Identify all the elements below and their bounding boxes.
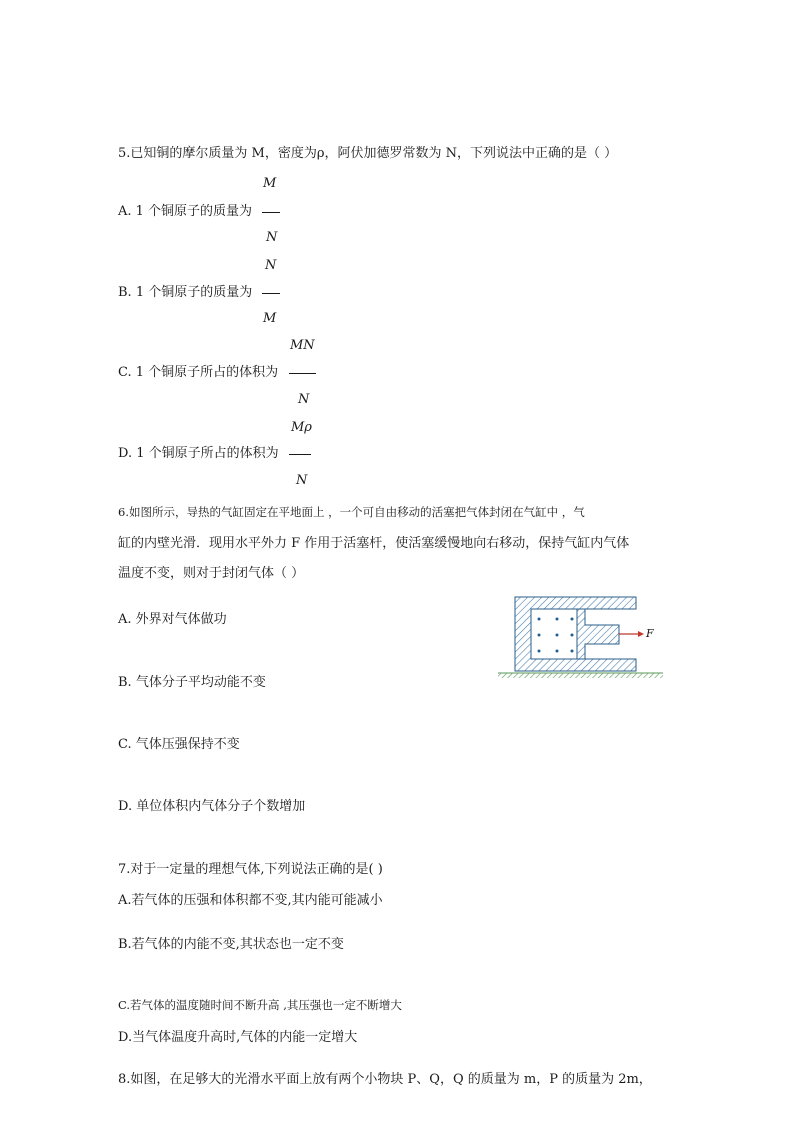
q5-d-denominator: N xyxy=(296,473,308,488)
q7-option-a: A.若气体的压强和体积都不变,其内能可能减小 xyxy=(118,893,383,908)
q7-option-b: B.若气体的内能不变,其状态也一定不变 xyxy=(118,937,344,952)
q6-option-d: D. 单位体积内气体分子个数增加 xyxy=(118,799,306,814)
q5-b-denominator: M xyxy=(263,311,277,326)
q5-c-fraction-bar xyxy=(289,373,316,374)
ground xyxy=(498,673,663,678)
q7-stem: 7.对于一定量的理想气体,下列说法正确的是( ) xyxy=(118,862,383,877)
q6-cylinder-figure xyxy=(495,594,670,684)
force-arrowhead xyxy=(638,631,644,637)
q7-option-d: D.当气体温度升高时,气体的内能一定增大 xyxy=(118,1030,358,1045)
q5-a-label: A. 1 个铜原子的质量为 xyxy=(118,204,253,219)
q6-stem-line1: 6.如图所示，导热的气缸固定在平地面上 ，一个可自由移动的活塞把气体封闭在气缸中 ，气 xyxy=(118,505,585,519)
q5-a-denominator: N xyxy=(266,230,278,245)
q6-stem-line2: 缸的内壁光滑．现用水平外力 F 作用于活塞杆，使活塞缓慢地向右移动，保持气缸内气体 xyxy=(118,536,630,551)
q8-stem: 8.如图，在足够大的光滑水平面上放有两个小物块 P、Q，Q 的质量为 m，P 的质量为 2m， xyxy=(118,1072,652,1087)
q7-option-c: C.若气体的温度随时间不断升高 ,其压强也一定不断增大 xyxy=(118,998,402,1012)
q5-c-label: C. 1 个铜原子所占的体积为 xyxy=(118,365,279,380)
piston xyxy=(577,609,619,659)
q6-option-b: B. 气体分子平均动能不变 xyxy=(118,675,266,690)
q5-stem: 5.已知铜的摩尔质量为 M，密度为ρ，阿伏加德罗常数为 N，下列说法中正确的是（ ） xyxy=(118,146,618,161)
q5-c-denominator: N xyxy=(298,392,310,407)
q6-stem-line3: 温度不变，则对于封闭气体（ ） xyxy=(118,566,305,581)
q6-option-a: A. 外界对气体做功 xyxy=(118,612,227,627)
q5-b-fraction-bar xyxy=(262,293,280,294)
q5-d-numerator: Mρ xyxy=(291,420,312,435)
q6-option-c: C. 气体压强保持不变 xyxy=(118,737,240,752)
q5-d-fraction-bar xyxy=(289,454,311,455)
q5-a-fraction-bar xyxy=(262,212,280,213)
q5-d-label: D. 1 个铜原子所占的体积为 xyxy=(118,446,279,461)
q5-b-numerator: N xyxy=(265,258,277,273)
q5-b-label: B. 1 个铜原子的质量为 xyxy=(118,285,253,300)
q5-c-numerator: MN xyxy=(290,338,315,353)
q5-a-numerator: M xyxy=(263,176,277,191)
q6-force-label: F xyxy=(646,627,654,640)
